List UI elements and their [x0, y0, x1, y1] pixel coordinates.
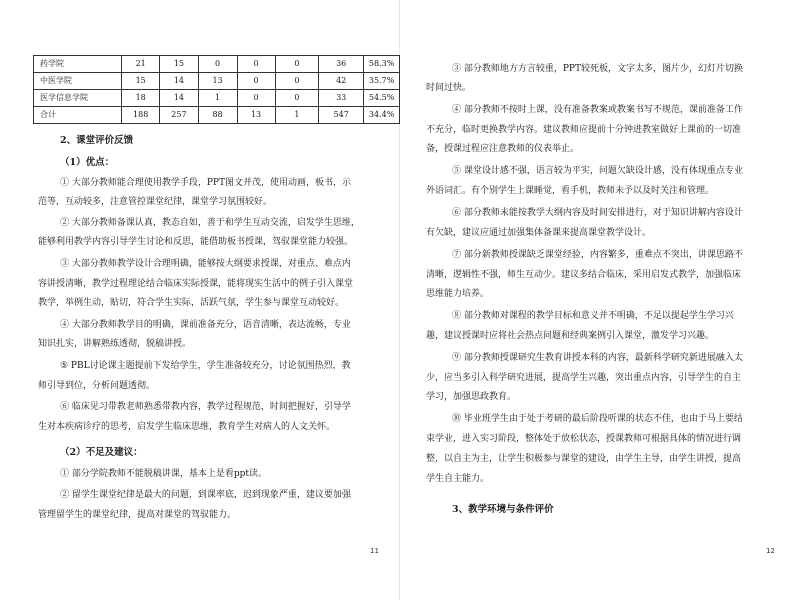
table-cell-value: 42 [319, 73, 364, 90]
table-row [34, 73, 400, 90]
table-cell-college: 中医学院 [34, 73, 122, 90]
table-cell-value: 14 [160, 90, 198, 107]
table-cell-value: 15 [122, 73, 160, 90]
advantage-1-line-1: ① 大部分教师能合理使用教学手段，PPT图文并茂，使用动画，板书，示 [60, 178, 351, 188]
section-heading-classroom-feedback: 2、课堂评价反馈 [60, 135, 134, 146]
issue-10-line-1: ⑩ 毕业班学生由于处于考研的最后阶段听课的状态不佳，也由于马上要结 [452, 414, 743, 424]
issue-9-line-2: 少，应当多引入科学研究进展，提高学生兴趣，突出重点内容，引导学生的自主 [426, 373, 742, 383]
table-cell-value: 0 [275, 90, 319, 107]
issue-4-line-3: 备，授课过程应注意教师的仪表举止。 [426, 144, 580, 154]
issue-10-line-4: 学生自主能力。 [426, 474, 490, 484]
shortcoming-1-line-1: ① 部分学院教师不能脱稿讲课，基本上是看ppt读。 [60, 469, 268, 479]
issue-4-line-2: 不充分，临时更换教学内容。建议教师应提前十分钟进教室做好上课前的一切准 [426, 125, 742, 135]
table-cell-value: 188 [122, 107, 160, 124]
advantage-5-line-2: 师引导到位，分析问题透彻。 [38, 381, 156, 391]
table-cell-value: 88 [198, 107, 237, 124]
issue-3-line-2: 时间过快。 [426, 83, 472, 93]
table-cell-value: 0 [237, 90, 275, 107]
table-cell-value: 35.7% [364, 73, 400, 90]
table-cell-value: 14 [160, 73, 198, 90]
table-cell-value: 1 [198, 90, 237, 107]
advantage-2-line-2: 能够利用教学内容引导学生讨论和反思，能借助板书授课，驾驭课堂能力较强。 [38, 237, 354, 247]
subheading-advantages: （1）优点： [60, 157, 115, 168]
table-cell-value: 13 [198, 73, 237, 90]
issue-9-line-1: ⑨ 部分教师授课研究生教育讲授本科的内容，最新科学研究新进展融入太 [452, 353, 743, 363]
issue-10-line-3: 整，以自主为主，让学生积极参与课堂的建设，由学生主导，由学生讲授，提高 [426, 454, 742, 464]
issue-8-line-1: ⑧ 部分教师对课程的教学目标和意义并不明确，不足以提起学生学习兴 [452, 311, 734, 321]
issue-6-line-1: ⑥ 部分教师未能按教学大纲内容及时间安排进行，对于知识讲解内容设计 [452, 208, 743, 218]
advantage-6-line-1: ⑥ 临床见习带教老师熟悉带教内容，教学过程规范，时间把握好，引导学 [60, 402, 351, 412]
table-cell-value: 0 [198, 56, 237, 73]
table-cell-value: 547 [319, 107, 364, 124]
table-cell-value: 1 [275, 107, 319, 124]
table-cell-value: 21 [122, 56, 160, 73]
table-row [34, 90, 400, 107]
table-cell-value: 18 [122, 90, 160, 107]
issue-7-line-2: 清晰，逻辑性不强，师生互动少。建议多结合临床，采用启发式教学，加强临床 [426, 270, 742, 280]
advantage-4-line-1: ④ 大部分教师教学目的明确，课前准备充分，语音清晰，表达流畅，专业 [60, 320, 351, 330]
page-number-right: 12 [766, 547, 775, 555]
issue-6-line-2: 有欠缺，建议应通过加强集体备课来提高课堂教学设计。 [426, 228, 652, 238]
issue-8-line-2: 趣，建议授课时应将社会热点问题和经典案例引入课堂，激发学习兴趣。 [426, 331, 715, 341]
issue-5-line-1: ⑤ 课堂设计感不强，语言较为平实，问题欠缺设计感，没有体现重点专业 [452, 166, 743, 176]
statistics-table [33, 55, 400, 124]
table-cell-value: 58.3% [364, 56, 400, 73]
issue-7-line-1: ⑦ 部分新教师授课缺乏课堂经验，内容繁多，重难点不突出，讲课思路不 [452, 250, 743, 260]
table-cell-value: 257 [160, 107, 198, 124]
advantage-1-line-2: 范等，互动较多，注意管控课堂纪律，课堂学习氛围较好。 [38, 197, 273, 207]
table-cell-value: 15 [160, 56, 198, 73]
issue-3-line-1: ③ 部分教师地方方言较重，PPT较死板，文字太多，图片少，幻灯片切换 [452, 64, 743, 74]
table-cell-college: 医学信息学院 [34, 90, 122, 107]
table-cell-college: 合计 [34, 107, 122, 124]
advantage-3-line-3: 教学，举例生动，贴切，符合学生实际，活跃气氛，学生参与课堂互动较好。 [38, 298, 345, 308]
shortcoming-2-line-2: 管理留学生的课堂纪律，提高对课堂的驾驭能力。 [38, 510, 237, 520]
advantage-6-line-2: 生对本疾病诊疗的思考，启发学生临床思维，教育学生对病人的人文关怀。 [38, 422, 336, 432]
table-cell-value: 13 [237, 107, 275, 124]
table-cell-value: 34.4% [364, 107, 400, 124]
issue-5-line-2: 外语词汇。有个别学生上课睡觉，看手机，教师未予以及时关注和管理。 [426, 186, 715, 196]
page-number-left: 11 [370, 547, 379, 555]
advantage-5-line-1: ⑤ PBL讨论课主题提前下发给学生，学生准备较充分，讨论氛围热烈，教 [60, 361, 351, 371]
table-cell-value: 33 [319, 90, 364, 107]
table-row [34, 56, 400, 73]
shortcoming-2-line-1: ② 留学生课堂纪律是最大的问题，到课率底，迟到现象严重，建议要加强 [60, 490, 351, 500]
issue-9-line-3: 学习，加强思政教育。 [426, 392, 517, 402]
table-cell-value: 0 [275, 56, 319, 73]
subheading-shortcomings: （2）不足及建议： [60, 447, 143, 458]
table-cell-value: 0 [237, 56, 275, 73]
table-cell-value: 0 [237, 73, 275, 90]
issue-4-line-1: ④ 部分教师不按时上课，没有准备教案或教案书写不规范，课前准备工作 [452, 105, 743, 115]
table-row [34, 107, 400, 124]
page-right [400, 0, 800, 600]
statistics-table-body [34, 56, 400, 124]
advantage-3-line-1: ③ 大部分教师教学设计合理明确，能够按大纲要求授课，对重点、难点内 [60, 259, 351, 269]
issue-7-line-3: 思维能力培养。 [426, 289, 490, 299]
section-heading-teaching-environment: 3、教学环境与条件评价 [452, 504, 554, 515]
advantage-2-line-1: ② 大部分教师备课认真，教态自如，善于和学生互动交流，启发学生思维， [60, 218, 360, 228]
advantage-4-line-2: 知识扎实，讲解熟练透彻，脱稿讲授。 [38, 339, 192, 349]
table-cell-value: 54.5% [364, 90, 400, 107]
table-cell-college: 药学院 [34, 56, 122, 73]
table-cell-value: 36 [319, 56, 364, 73]
table-cell-value: 0 [275, 73, 319, 90]
issue-10-line-2: 束学业，进入实习阶段，整体处于放松状态，授课教师可根据具体的情况进行调 [426, 434, 742, 444]
advantage-3-line-2: 容讲授清晰，教学过程理论结合临床实际授课，能将现实生活中的例子引入课堂 [38, 279, 354, 289]
